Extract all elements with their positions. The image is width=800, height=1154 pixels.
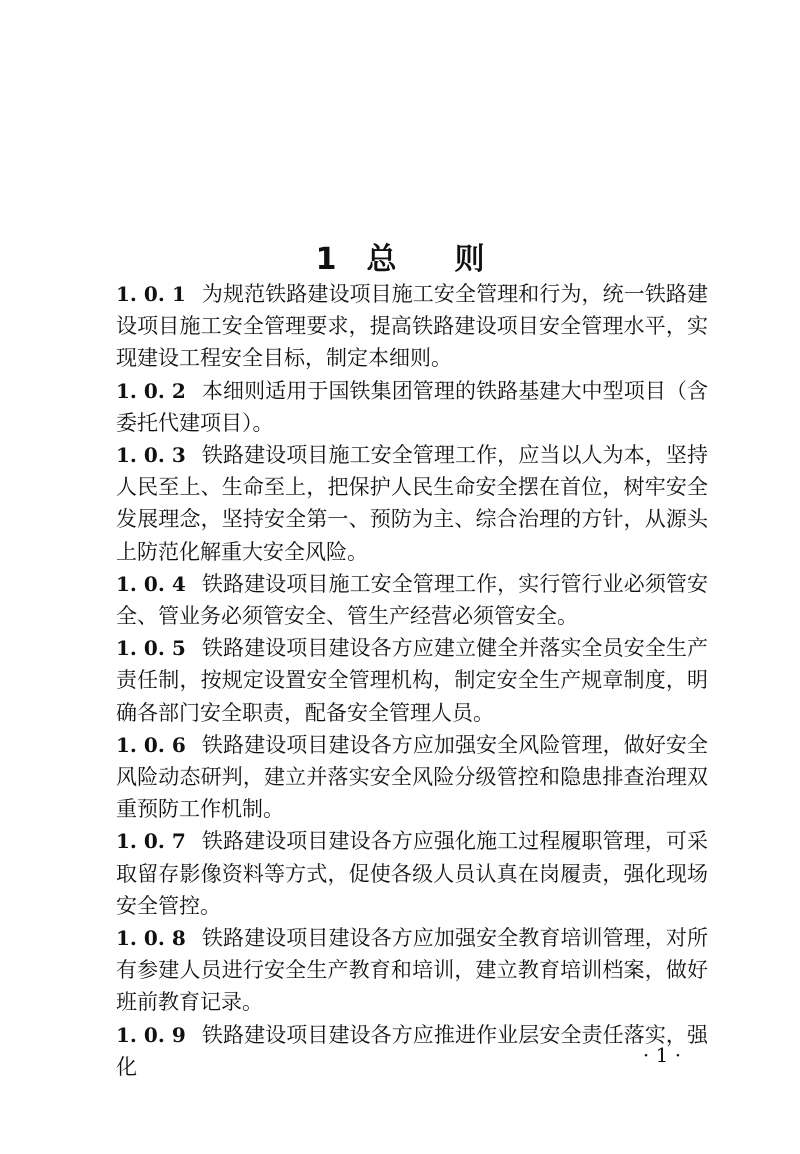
clause-number: 1. 0. 3	[116, 443, 186, 468]
clause-number: 1. 0. 1	[116, 282, 186, 306]
clause-text: 铁路建设项目建设各方应建立健全并落实全员安全生产责任制，按规定设置安全管理机构，制定安全生产规章制度，明确各部门安全职责，配备安全管理人员。	[116, 636, 709, 725]
clause-text: 铁路建设项目施工安全管理工作，实行管行业必须管安全、管业务必须管安全、管生产经营必须管安全。	[116, 571, 709, 629]
clause-1-0-5	[116, 632, 708, 729]
chapter-title-char-2: 则	[454, 242, 485, 278]
chapter-number: 1	[315, 242, 337, 278]
clause-1-0-8	[116, 922, 708, 1019]
clause-text: 铁路建设项目建设各方应推进作业层安全责任落实，强化	[116, 1022, 709, 1079]
chapter-body	[116, 278, 708, 1083]
clause-text: 铁路建设项目建设各方应加强安全风险管理，做好安全风险动态研判，建立并落实安全风险分级管控和隐患排查治理双重预防工作机制。	[116, 732, 709, 822]
clause-text: 本细则适用于国铁集团管理的铁路基建大中型项目（含委托代建项目）。	[116, 378, 709, 435]
clause-text: 铁路建设项目建设各方应强化施工过程履职管理，可采取留存影像资料等方式，促使各级人员认真在岗履责，强化现场安全管控。	[116, 829, 709, 918]
clause-number: 1. 0. 7	[116, 829, 186, 854]
clause-1-0-1	[116, 278, 708, 375]
clause-text: 为规范铁路建设项目施工安全管理和行为，统一铁路建设项目施工安全管理要求，提高铁路建设项目安全管理水平，实现建设工程安全目标，制定本细则。	[116, 282, 709, 371]
chapter-title	[0, 234, 800, 278]
clause-number: 1. 0. 6	[116, 732, 186, 757]
clause-1-0-9	[116, 1019, 708, 1083]
clause-number: 1. 0. 8	[116, 926, 186, 951]
clause-number: 1. 0. 5	[116, 636, 186, 661]
clause-1-0-6	[116, 729, 708, 826]
clause-number: 1. 0. 9	[116, 1022, 186, 1047]
clause-1-0-3	[116, 439, 708, 568]
clause-1-0-7	[116, 825, 708, 922]
chapter-title-char-1: 总	[366, 242, 397, 278]
clause-1-0-2	[116, 375, 708, 439]
clause-number: 1. 0. 2	[116, 378, 186, 403]
clause-text: 铁路建设项目建设各方应加强安全教育培训管理，对所有参建人员进行安全生产教育和培训，建立教育培训档案，做好班前教育记录。	[116, 926, 709, 1015]
page-number: · 1 ·	[642, 1043, 682, 1067]
clause-1-0-4	[116, 568, 708, 632]
clause-text: 铁路建设项目施工安全管理工作，应当以人为本，坚持人民至上、生命至上，把保护人民生命安全摆在首位，树牢安全发展理念，坚持安全第一、预防为主、综合治理的方针，从源头上防范化解重大安全风险。	[116, 443, 709, 564]
clause-number: 1. 0. 4	[116, 571, 186, 596]
